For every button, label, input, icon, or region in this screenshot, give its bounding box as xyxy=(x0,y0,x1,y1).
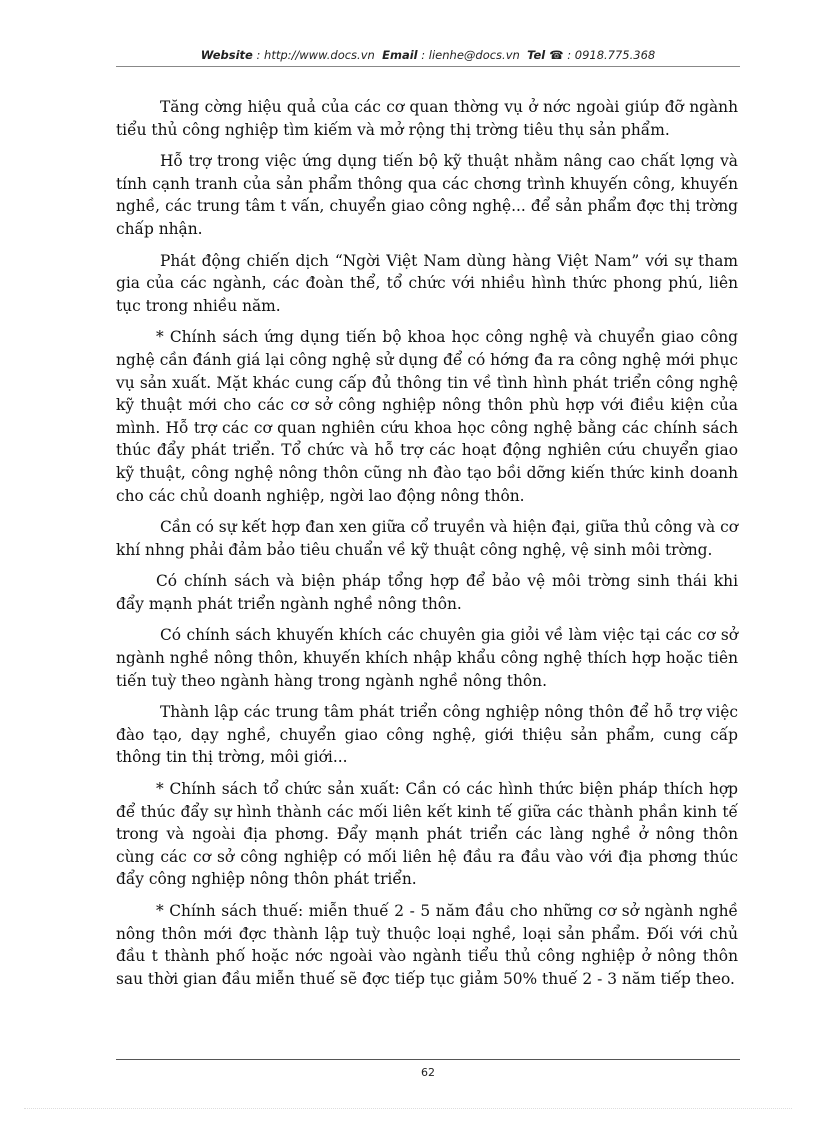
paragraph-4: * Chính sách ứng dụng tiến bộ khoa học công nghệ và chuyển giao công nghệ cần đánh giá lại công nghệ sử dụng để có hớng đa ra công nghệ mới phục vụ sản xuất. Mặt khác cung cấp đủ thông tin về tình hình phát triển công nghệ kỹ thuật mới cho các cơ sở công nghiệp nông thôn phù hợp với điều kiện của mình. Hỗ trợ các cơ quan nghiên cứu khoa học công nghệ bằng các chính sách thúc đẩy phát triển. Tổ chức và hỗ trợ các hoạt động nghiên cứu chuyển giao kỹ thuật, công nghệ nông thôn cũng nh đào tạo bồi dỡng kiến thức kinh doanh cho các chủ doanh nghiệp, ngời lao động nông thôn. xyxy=(116,328,738,505)
footer-divider xyxy=(116,1059,740,1060)
tel-label: Tel ☎ xyxy=(527,48,564,62)
paragraph-6: Có chính sách và biện pháp tổng hợp để bảo vệ môi trờng sinh thái khi đẩy mạnh phát triển ngành nghề nông thôn. xyxy=(116,572,738,613)
paragraph-1: Tăng cờng hiệu quả của các cơ quan thờng vụ ở nớc ngoài giúp đỡ ngành tiểu thủ công nghiệp tìm kiếm và mở rộng thị trờng tiêu thụ sản phẩm. xyxy=(116,98,738,139)
email-value: : lienhe@docs.vn xyxy=(421,48,520,62)
paragraph-9: * Chính sách tổ chức sản xuất: Cần có các hình thức biện pháp thích hợp để thúc đẩy sự hình thành các mối liên kết kinh tế giữa các thành phần kinh tế trong và ngoài địa phơng. Đẩy mạnh phát triển các làng nghề ở nông thôn cùng các cơ sở công nghiệp có mối liên hệ đầu ra đầu vào với địa phơng thúc đẩy công nghiệp nông thôn phát triển. xyxy=(116,780,738,889)
paragraph-2: Hỗ trợ trong việc ứng dụng tiến bộ kỹ thuật nhằm nâng cao chất lợng và tính cạnh tranh của sản phẩm thông qua các chơng trình khuyến công, khuyến nghề, các trung tâm t vấn, chuyển giao công nghệ... để sản phẩm đợc thị trờng chấp nhận. xyxy=(116,152,738,238)
website-value: : http://www.docs.vn xyxy=(256,48,375,62)
bottom-dotted-rule xyxy=(24,1108,792,1109)
tel-value: : 0918.775.368 xyxy=(567,48,656,62)
email-label: Email xyxy=(382,48,418,62)
website-label: Website xyxy=(200,48,253,62)
page-number: 62 xyxy=(421,1066,435,1079)
header-divider xyxy=(116,66,740,67)
paragraph-10: * Chính sách thuế: miễn thuế 2 - 5 năm đầu cho những cơ sở ngành nghề nông thôn mới đợc thành lập tuỳ thuộc loại nghề, loại sản phẩm. Đối với chủ đầu t thành phố hoặc nớc ngoài vào ngành tiểu thủ công nghiệp ở nông thôn sau thời gian đầu miễn thuế sẽ đợc tiếp tục giảm 50% thuế 2 - 3 năm tiếp theo. xyxy=(116,902,738,988)
paragraph-8: Thành lập các trung tâm phát triển công nghiệp nông thôn để hỗ trợ việc đào tạo, dạy nghề, chuyển giao công nghệ, giới thiệu sản phẩm, cung cấp thông tin thị trờng, môi giới... xyxy=(116,703,738,767)
document-body xyxy=(116,96,738,999)
paragraph-3: Phát động chiến dịch “Ngời Việt Nam dùng hàng Việt Nam” với sự tham gia của các ngành, các đoàn thể, tổ chức với nhiều hình thức phong phú, liên tục trong nhiều năm. xyxy=(116,251,738,315)
paragraph-7: Có chính sách khuyến khích các chuyên gia giỏi về làm việc tại các cơ sở ngành nghề nông thôn, khuyến khích nhập khẩu công nghệ thích hợp hoặc tiên tiến tuỳ theo ngành hàng trong ngành nghề nông thôn. xyxy=(116,626,738,690)
page-header xyxy=(116,48,740,62)
paragraph-5: Cần có sự kết hợp đan xen giữa cổ truyền và hiện đại, giữa thủ công và cơ khí nhng phải đảm bảo tiêu chuẩn về kỹ thuật công nghệ, vệ sinh môi trờng. xyxy=(116,518,738,559)
